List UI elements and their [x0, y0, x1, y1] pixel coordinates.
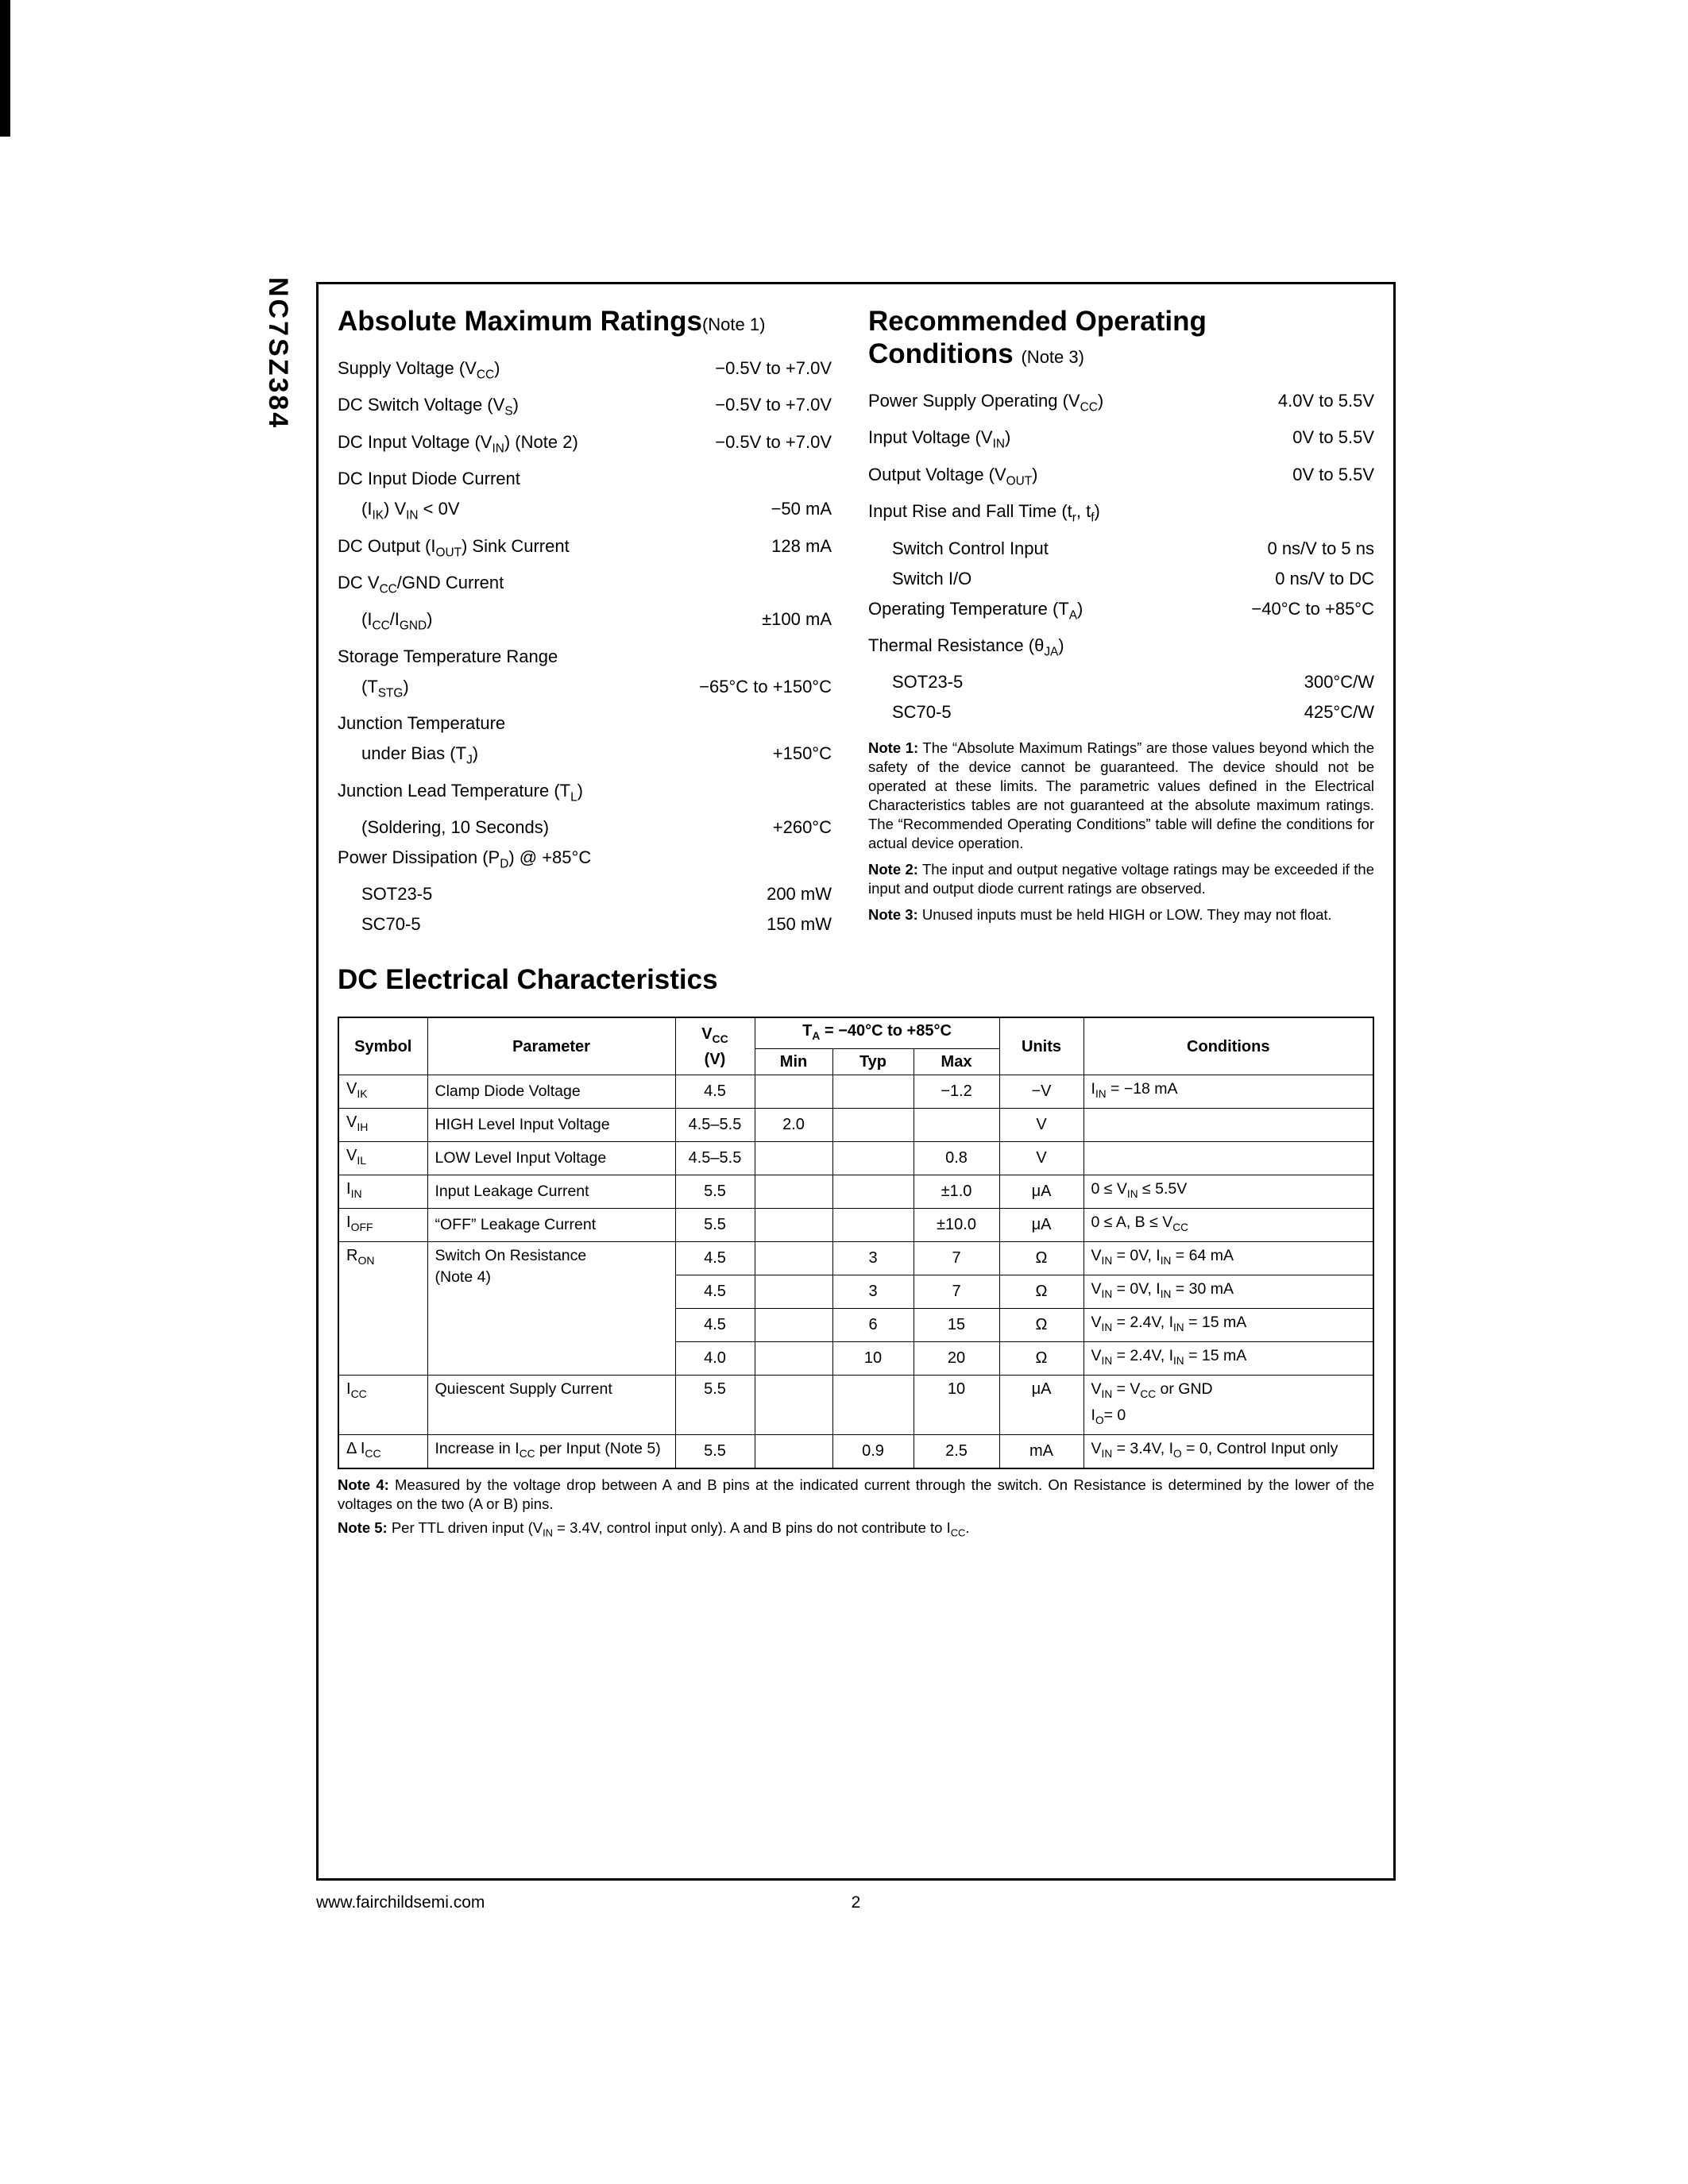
spec-label: DC Input Diode Current [338, 469, 520, 489]
col-header-vcc [675, 1017, 755, 1075]
spec-value: 0V to 5.5V [1292, 464, 1374, 484]
rec-op-title-line2: Conditions (Note 3) [868, 338, 1084, 369]
cell-max: ±1.0 [914, 1175, 999, 1209]
rec-op-list [868, 386, 1374, 727]
spec-value: 0 ns/V to DC [1275, 568, 1374, 588]
cell-max: ±10.0 [914, 1209, 999, 1242]
spec-label: SOT23-5 [361, 884, 433, 905]
table-row-vik [338, 1075, 1373, 1109]
cell-vcc: 4.0 [675, 1341, 755, 1375]
cell-conditions: $I_{IN} = -18$ mA [1083, 1075, 1373, 1109]
spec-label: DC Output $(I_{OUT})$ Sink Current [338, 535, 570, 559]
dc-characteristics-section [338, 963, 1374, 1542]
spec-value: ±100 mA [762, 609, 832, 630]
cell-max [914, 1109, 999, 1142]
spec-row [868, 631, 1374, 667]
table-row-ioff [338, 1209, 1373, 1242]
cell-conditions: $V_{IN} = V_{CC}$ or GND $I_O= 0$ [1083, 1375, 1373, 1434]
cell-symbol: $V_{IH}$ [338, 1109, 427, 1142]
col-header-temp-range: $T_A = -40^\circ C$ to +85°C [755, 1017, 999, 1049]
cell-conditions: $V_{IN} = 2.4V$, $I_{IN} = 15$ mA [1083, 1341, 1373, 1375]
spec-row [868, 423, 1374, 459]
cell-vcc: 5.5 [675, 1375, 755, 1434]
cell-typ [832, 1142, 914, 1175]
spec-label: $(T_{STG})$ [361, 676, 409, 700]
spec-value: 300°C/W [1304, 672, 1374, 693]
rec-op-section [868, 305, 1374, 940]
note-text: Per TTL driven input ($V_{IN} = 3.4V$, control input only). A and B pins do not contribute to $I_{CC}$. [391, 1518, 970, 1539]
cell-typ: 3 [832, 1275, 914, 1309]
spec-label: $(I_{CC}/I_{GND})$ [361, 609, 433, 633]
cell-conditions [1083, 1142, 1373, 1175]
table-notes [338, 1476, 1374, 1543]
spec-value: 0V to 5.5V [1292, 427, 1374, 448]
spec-label: Storage Temperature Range [338, 646, 558, 666]
cell-parameter: LOW Level Input Voltage [427, 1142, 675, 1175]
cell-parameter: Switch On Resistance (Note 4) [427, 1242, 675, 1376]
cell-conditions: $V_{IN} = 3.4V$, $I_O = 0$, Control Input only [1083, 1434, 1373, 1468]
note [868, 860, 1374, 898]
cell-conditions: $V_{IN} = 2.4V$, $I_{IN} = 15$ mA [1083, 1309, 1373, 1342]
cell-symbol: $I_{IN}$ [338, 1175, 427, 1209]
abs-max-note-ref: (Note 1) [701, 314, 766, 334]
cell-conditions: 0 ≤ A, $B \le V_{CC}$ [1083, 1209, 1373, 1242]
spec-row [868, 496, 1374, 533]
col-header-min: Min [755, 1049, 832, 1075]
cell-units: Ω [999, 1242, 1083, 1275]
header-row-1 [338, 1017, 1373, 1049]
spec-row [338, 776, 832, 812]
table-row-delta-icc [338, 1434, 1373, 1468]
col-header-symbol: Symbol [338, 1017, 427, 1075]
cell-typ: 6 [832, 1309, 914, 1342]
spec-value: −0.5V to +7.0V [715, 431, 832, 452]
cell-typ [832, 1075, 914, 1109]
spec-row [338, 568, 832, 604]
cell-symbol: $I_{OFF}$ [338, 1209, 427, 1242]
cell-units: V [999, 1142, 1083, 1175]
note-text: Measured by the voltage drop between A and B pins at the indicated current through the switch. On Resistance is determined by the lower of the voltages on the two (A or B) pins. [338, 1476, 1375, 1512]
cell-min [755, 1275, 832, 1309]
operating-notes [868, 739, 1374, 924]
cell-units: −V [999, 1075, 1083, 1109]
spec-row [338, 390, 832, 426]
spec-label: DC $V_{CC}$/GND Current [338, 572, 504, 596]
spec-value: +150°C [772, 743, 832, 764]
rec-op-title [868, 305, 1374, 373]
note-text: Unused inputs must be held HIGH or LOW. They may not float. [921, 906, 1332, 924]
spec-value: 150 mW [767, 914, 832, 935]
spec-label: Output Voltage $(V_{OUT})$ [868, 464, 1038, 488]
abs-max-section [338, 305, 832, 940]
spec-value: 0 ns/V to 5 ns [1267, 538, 1374, 558]
cell-units: μA [999, 1175, 1083, 1209]
top-columns [338, 305, 1374, 940]
cell-conditions: $0 \le V_{IN} \le 5.5V$ [1083, 1175, 1373, 1209]
spec-label: $(I_{IK}) V_{IN} < 0V$ [361, 499, 460, 523]
cell-vcc: 4.5–5.5 [675, 1109, 755, 1142]
cell-vcc: 5.5 [675, 1175, 755, 1209]
spec-label: SC70-5 [361, 914, 421, 935]
spec-value: −0.5V to +7.0V [715, 395, 832, 415]
note-label: Note 1: [868, 739, 919, 757]
cell-typ: 10 [832, 1341, 914, 1375]
spec-row [338, 909, 832, 940]
cell-max: 10 [914, 1375, 999, 1434]
cell-typ [832, 1375, 914, 1434]
cell-units: μA [999, 1375, 1083, 1434]
cell-typ [832, 1209, 914, 1242]
col-header-max: Max [914, 1049, 999, 1075]
table-row-vil [338, 1142, 1373, 1175]
spec-label: DC Input Voltage $(V_{IN})$ (Note 2) [338, 431, 578, 456]
spec-row [338, 427, 832, 464]
cell-vcc: 5.5 [675, 1434, 755, 1468]
cell-parameter: Quiescent Supply Current [427, 1375, 675, 1434]
cell-units: Ω [999, 1309, 1083, 1342]
spec-row [338, 604, 832, 641]
spec-row [338, 739, 832, 775]
note-text: The input and output negative voltage ratings may be exceeded if the input and output diode current ratings are observed. [868, 861, 1374, 897]
abs-max-title [338, 305, 832, 341]
note [868, 739, 1374, 853]
cell-typ: 3 [832, 1242, 914, 1275]
spec-label: Switch I/O [892, 568, 972, 588]
cell-units: V [999, 1109, 1083, 1142]
spec-label: Operating Temperature $(T_A)$ [868, 598, 1083, 622]
cell-conditions [1083, 1109, 1373, 1142]
cell-parameter: HIGH Level Input Voltage [427, 1109, 675, 1142]
rec-op-title-line1: Recommended Operating [868, 306, 1207, 337]
spec-row [868, 564, 1374, 594]
note [868, 905, 1374, 924]
note-text: The “Absolute Maximum Ratings” are those values beyond which the safety of the device cannot be guaranteed. The device should not be operated at these limits. The parametric values defined in the Electrical Characteristics tables are not guaranteed at the absolute maximum ratings. The “Recommended Operating Conditions” table will define the conditions for actual device operation. [868, 739, 1375, 852]
spec-value: −40°C to +85°C [1251, 598, 1374, 619]
vcc-header-line1: $V_{CC}$ [701, 1024, 728, 1045]
table-row-icc [338, 1375, 1373, 1434]
cell-vcc: 4.5 [675, 1075, 755, 1109]
footer-page-number: 2 [851, 1893, 861, 1912]
spec-row [338, 353, 832, 390]
cell-parameter: “OFF” Leakage Current [427, 1209, 675, 1242]
spec-label: Power Dissipation $(P_D)$ @ +85°C [338, 847, 592, 871]
spec-row [868, 534, 1374, 564]
spec-label: Junction Temperature [338, 713, 506, 734]
page-frame [316, 282, 1396, 1881]
cell-vcc: 4.5 [675, 1309, 755, 1342]
cell-min [755, 1209, 832, 1242]
spec-row [868, 594, 1374, 631]
spec-label: SOT23-5 [892, 672, 964, 693]
cell-vcc: 5.5 [675, 1209, 755, 1242]
spec-label: Junction Lead Temperature $(T_L)$ [338, 780, 583, 804]
note-label: Note 3: [868, 906, 918, 924]
cell-parameter: Increase in $I_{CC}$ per Input (Note 5) [427, 1434, 675, 1468]
cell-min: 2.0 [755, 1109, 832, 1142]
cell-symbol: $V_{IK}$ [338, 1075, 427, 1109]
col-header-units: Units [999, 1017, 1083, 1075]
cell-min [755, 1341, 832, 1375]
table-row-iin [338, 1175, 1373, 1209]
spec-row [338, 642, 832, 672]
abs-max-list [338, 353, 832, 940]
cell-max: 20 [914, 1341, 999, 1375]
spec-value: −50 mA [771, 499, 832, 519]
footer-url: www.fairchildsemi.com [316, 1893, 485, 1912]
cell-symbol: $I_{CC}$ [338, 1375, 427, 1434]
spec-value: +260°C [772, 816, 832, 837]
cell-units: Ω [999, 1275, 1083, 1309]
cell-min [755, 1075, 832, 1109]
spec-value: 200 mW [767, 884, 832, 905]
cell-typ: 0.9 [832, 1434, 914, 1468]
cell-min [755, 1309, 832, 1342]
spec-row [338, 879, 832, 909]
cell-max: 7 [914, 1242, 999, 1275]
spec-value: −65°C to +150°C [699, 676, 832, 696]
spec-row [868, 697, 1374, 727]
spec-row [338, 672, 832, 708]
spec-row [338, 494, 832, 531]
cell-min [755, 1434, 832, 1468]
note [338, 1476, 1374, 1514]
spec-row [868, 460, 1374, 496]
cell-min [755, 1142, 832, 1175]
spec-label: under Bias $(T_J)$ [361, 743, 479, 767]
scan-artifact [0, 0, 10, 137]
spec-value: 128 mA [771, 535, 832, 556]
spec-label: (Soldering, 10 Seconds) [361, 816, 550, 837]
cell-parameter: Clamp Diode Voltage [427, 1075, 675, 1109]
spec-row [338, 812, 832, 843]
spec-row [338, 464, 832, 494]
vcc-header-line2: (V) [704, 1050, 726, 1068]
cell-min [755, 1175, 832, 1209]
cell-min [755, 1375, 832, 1434]
cell-symbol: $R_{ON}$ [338, 1242, 427, 1376]
cell-parameter: Input Leakage Current [427, 1175, 675, 1209]
cell-max: 2.5 [914, 1434, 999, 1468]
col-header-parameter: Parameter [427, 1017, 675, 1075]
spec-row [868, 667, 1374, 697]
cell-units: μA [999, 1209, 1083, 1242]
cell-units: mA [999, 1434, 1083, 1468]
cell-max: 7 [914, 1275, 999, 1309]
dc-title: DC Electrical Characteristics [338, 964, 718, 996]
cell-conditions: $V_{IN} = 0V$, $I_{IN} = 30$ mA [1083, 1275, 1373, 1309]
table-row-vih [338, 1109, 1373, 1142]
spec-row [338, 843, 832, 879]
spec-row [338, 708, 832, 739]
spec-label: Input Voltage $(V_{IN})$ [868, 427, 1011, 451]
col-header-conditions: Conditions [1083, 1017, 1373, 1075]
dc-characteristics-table [338, 1017, 1374, 1468]
cell-units: Ω [999, 1341, 1083, 1375]
cell-max: 0.8 [914, 1142, 999, 1175]
cell-conditions: $V_{IN} = 0V$, $I_{IN} = 64$ mA [1083, 1242, 1373, 1275]
spec-value: 425°C/W [1304, 702, 1374, 723]
cell-typ [832, 1109, 914, 1142]
spec-value: 4.0V to 5.5V [1277, 391, 1374, 411]
spec-value: −0.5V to +7.0V [715, 358, 832, 378]
cell-typ [832, 1175, 914, 1209]
cell-symbol: $V_{IL}$ [338, 1142, 427, 1175]
note-label: Note 4: [338, 1476, 389, 1493]
cell-vcc: 4.5 [675, 1242, 755, 1275]
note-label: Note 5: [338, 1518, 388, 1536]
spec-label: Switch Control Input [892, 538, 1049, 558]
spec-label: SC70-5 [892, 702, 952, 723]
cell-max: 15 [914, 1309, 999, 1342]
spec-label: Supply Voltage $(V_{CC})$ [338, 358, 500, 382]
spec-label: Thermal Resistance $(\theta_{JA})$ [868, 635, 1064, 659]
cell-vcc: 4.5–5.5 [675, 1142, 755, 1175]
cell-symbol: Δ $I_{CC}$ [338, 1434, 427, 1468]
cell-max: −1.2 [914, 1075, 999, 1109]
spec-row [338, 531, 832, 568]
part-number-sidebar: NC7SZ384 [263, 277, 293, 430]
spec-row [868, 386, 1374, 423]
cell-min [755, 1242, 832, 1275]
note [338, 1518, 1374, 1543]
rec-op-note-ref: (Note 3) [1021, 347, 1084, 367]
abs-max-title-text: Absolute Maximum Ratings [338, 306, 702, 337]
note-label: Note 2: [868, 861, 918, 878]
spec-label: Power Supply Operating $(V_{CC})$ [868, 391, 1104, 415]
spec-label: Input Rise and Fall Time ($t_r$, $t_f$) [868, 501, 1100, 525]
cell-vcc: 4.5 [675, 1275, 755, 1309]
col-header-typ: Typ [832, 1049, 914, 1075]
spec-label: DC Switch Voltage $(V_S)$ [338, 395, 519, 419]
table-row-ron-1 [338, 1242, 1373, 1275]
